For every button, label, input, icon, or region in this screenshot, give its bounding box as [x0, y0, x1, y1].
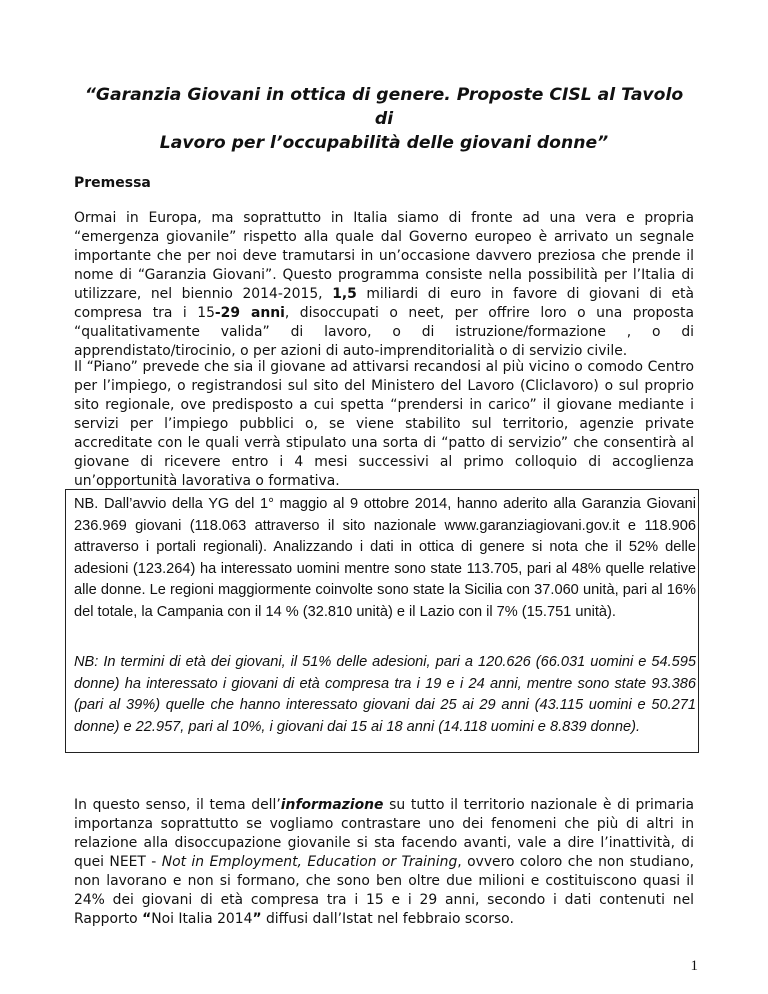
p3-text-a: In questo senso, il tema dell’	[74, 797, 281, 813]
p1-text-a: Ormai in Europa, ma soprattutto in Italia siamo di fronte ad una vera e propria “emergenza giovanile” rispetto alla quale dal Governo europeo è arrivato un segnale importante che per noi deve tramutarsi in un’occasione davvero preziosa che prende il nome di “Garanzia Giovani”. Questo programma consiste nella possibilità per l’Italia di utilizzare, nel biennio 2014-2015,	[74, 210, 694, 302]
paragraph-piano: Il “Piano” prevede che sia il giovane ad attivarsi recandosi al più vicino o comodo Centro per l’impiego, o registrandosi sul sito del Ministero del Lavoro (Cliclavoro) o sul proprio sito regionale, ove predisposto a cui spetta “prendersi in carico” il giovane mediante i servizi per l’impiego pubblici o, se viene stabilito sul territorio, agenzie private accreditate con le quali verrà stipulato una sorta di “patto di servizio” che consentirà al giovane di ricevere entro i 4 mesi successivi al primo colloquio di accoglienza un’opportunità lavorativa o formativa.	[74, 359, 694, 489]
p1-bold-age: -29 anni	[214, 305, 285, 321]
p1-text-d: , disoccupati o neet, per offrire loro o una proposta “qualitativamente valida” di lavoro, o di istruzione/formazione , o di apprendistato/tirocinio, o per azioni di auto-imprenditorialità o di servizio civile.	[74, 305, 694, 359]
p3-text-b: su tutto il territorio nazionale è di primaria importanza soprattutto se vogliamo contrastare uno dei fenomeni che più di altri in relazione alla disoccupazione giovanile si sta facendo avanti, vale a dire l’inattività, di quei NEET -	[74, 797, 694, 870]
page-number: 1	[690, 958, 698, 974]
p3-report-name: Noi Italia 2014	[151, 911, 253, 927]
nb-note-adhesions: NB. Dall’avvio della YG del 1° maggio al 9 ottobre 2014, hanno aderito alla Garanzia Giovani 236.969 giovani (118.063 attraverso il sito nazionale www.garanziagiovani.gov.it e 118.906 attraverso i portali regionali). Analizzando i dati in ottica di genere si nota che il 52% delle adesioni (123.264) ha interessato uomini mentre sono state 113.705, pari al 48% quelle relative alle donne. Le regioni maggiormente coinvolte sono state la Sicilia con 37.060 unità, pari al 16% del totale, la Campania con il 14 % (32.810 unità) e il Lazio con il 7% (15.751 unità).	[74, 496, 696, 620]
p3-text-c: , ovvero coloro che non studiano, non lavorano e non si formano, che sono ben oltre due milioni e costituiscono quasi il 24% dei giovani di età compresa tra i 15 e i 29 anni, secondo i dati contenuti nel Rapporto	[74, 854, 695, 927]
p1-bold-amount: 1,5	[332, 286, 357, 302]
paragraph-intro	[74, 209, 694, 361]
p3-quote-open: “	[142, 911, 152, 927]
title-line-1: “Garanzia Giovani in ottica di genere. Proposte CISL al Tavolo di	[84, 85, 684, 129]
p1-text-c: miliardi di euro in favore di giovani di età compresa tra i 15	[74, 286, 694, 321]
paragraph-information	[74, 796, 694, 929]
title-line-2: Lavoro per l’occupabilità delle giovani donne”	[159, 133, 609, 153]
p3-text-e: diffusi dall’Istat nel febbraio scorso.	[261, 911, 514, 927]
p3-italic-neet: Not in Employment, Education or Training	[161, 854, 458, 870]
section-heading: Premessa	[74, 175, 151, 191]
document-title	[74, 83, 694, 155]
nb-note-age: NB: In termini di età dei giovani, il 51% delle adesioni, pari a 120.626 (66.031 uomini e 54.595 donne) ha interessato i giovani di età compresa tra i 19 e i 24 anni, mentre sono state 93.386 (pari al 39%) quelle che hanno interessato giovani dai 25 ai 29 anni (43.115 uomini e 50.271 donne) e 22.957, pari al 10%, i giovani dai 15 ai 18 anni (14.118 uomini e 8.839 donne).	[74, 654, 696, 735]
p3-emphasis: informazione	[280, 797, 384, 813]
p3-quote-close: ”	[252, 911, 262, 927]
